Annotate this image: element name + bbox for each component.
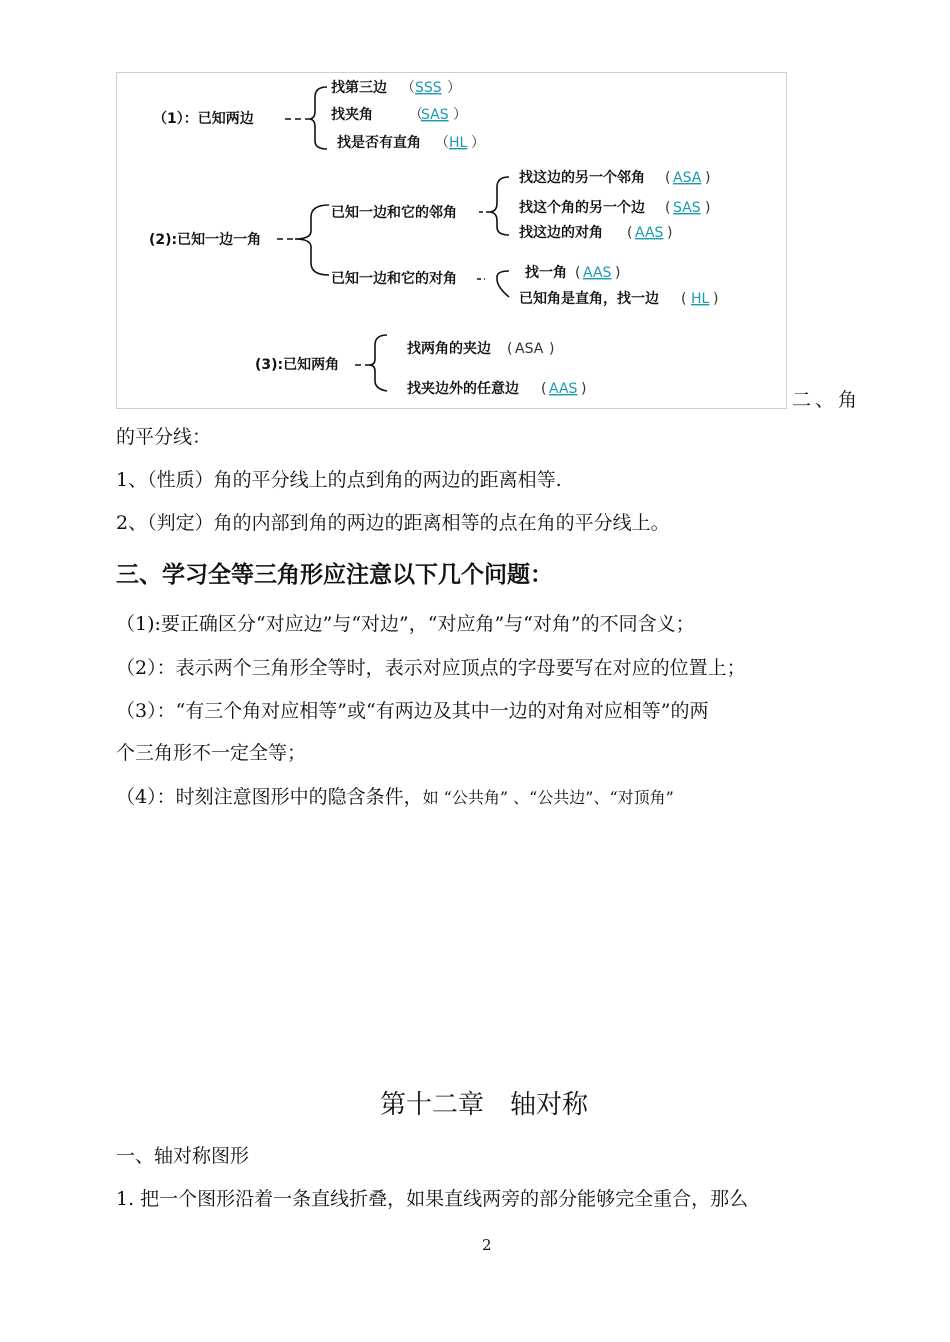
svg-text:（: （: [435, 135, 449, 151]
case2-sub2-brace: [497, 271, 509, 297]
sas-link[interactable]: SAS: [673, 200, 701, 216]
svg-text:找夹边外的任意边: 找夹边外的任意边: [407, 381, 519, 397]
svg-text:（: （: [409, 107, 423, 123]
sss-link[interactable]: SSS: [415, 80, 442, 96]
section2-title-part2: 的平分线：: [116, 426, 212, 448]
case2-label: (2):已知一边一角: [149, 232, 262, 248]
hl-link[interactable]: HL: [691, 291, 710, 307]
case2-sub1-brace: [489, 177, 509, 235]
svg-text:已知角是直角，找一边: 已知角是直角，找一边: [519, 291, 659, 307]
svg-text:找两角的夹边: 找两角的夹边: [407, 341, 491, 357]
case2-sub1-item-aas: [519, 224, 672, 241]
section3-item-1: （1):要正确区分“对应边”与“对边”，“对应角”与“对角”的不同含义；: [116, 613, 695, 635]
svg-text:找夹角: 找夹角: [331, 107, 373, 123]
chapter-title: 第十二章 轴对称: [380, 1090, 589, 1120]
case3-label: (3):已知两角: [255, 357, 340, 373]
svg-text:): ): [713, 291, 719, 307]
section3-heading: 三、学习全等三角形应注意以下几个问题：: [116, 562, 553, 588]
svg-text:(: (: [665, 200, 671, 216]
svg-text:找一角: 找一角: [525, 265, 567, 281]
chapter-item-1: 1. 把一个图形沿着一条直线折叠，如果直线两旁的部分能够完全重合，那么: [116, 1188, 749, 1210]
svg-text:): ): [705, 170, 711, 186]
section3-item-4-main: （4）：时刻注意图形中的隐含条件，: [116, 786, 423, 808]
svg-text:）: ）: [471, 135, 485, 151]
section2-title-part1: 二、角: [792, 389, 862, 411]
section3-item-3-line2: 个三角形不一定全等；: [116, 742, 307, 764]
hl-link[interactable]: HL: [449, 135, 468, 151]
section3-item-4-small: 如 “公共角” 、“公共边”、“对顶角”: [422, 788, 674, 807]
case1-item-hl: [337, 134, 485, 151]
svg-text:(: (: [665, 170, 671, 186]
case2-sub1-label: 已知一边和它的邻角: [331, 205, 457, 221]
svg-text:找第三边: 找第三边: [331, 80, 387, 96]
case2-sub1-item-sas: [519, 199, 710, 216]
case1-item-sss: [331, 79, 461, 96]
section2-item-1: 1、（性质）角的平分线上的点到角的两边的距离相等.: [116, 469, 562, 491]
svg-text:(: (: [575, 265, 581, 281]
case3-brace: [369, 335, 387, 391]
case1-brace: [309, 87, 327, 149]
section3-item-4: [116, 785, 674, 810]
svg-text:）: ）: [447, 80, 461, 96]
svg-text:): ): [615, 265, 621, 281]
section3-item-2: （2）：表示两个三角形全等时，表示对应顶点的字母要写在对应的位置上；: [116, 657, 746, 679]
asa-link[interactable]: ASA: [673, 170, 702, 186]
page-number: 2: [482, 1236, 492, 1254]
case1-label: （1）：已知两边: [153, 111, 254, 127]
case2-brace: [295, 205, 329, 275]
asa-label: ASA: [515, 341, 544, 357]
chapter-section-1: 一、轴对称图形: [116, 1145, 250, 1167]
case3-item-asa: [407, 340, 554, 357]
svg-text:): ): [705, 200, 711, 216]
svg-text:(: (: [541, 381, 547, 397]
svg-text:(: (: [627, 225, 633, 241]
svg-text:（: （: [401, 80, 415, 96]
svg-text:找这边的对角: 找这边的对角: [519, 225, 603, 241]
section2-item-2: 2、（判定）角的内部到角的两边的距离相等的点在角的平分线上。: [116, 512, 670, 534]
svg-text:(: (: [681, 291, 687, 307]
svg-text:找这个角的另一个边: 找这个角的另一个边: [519, 200, 645, 216]
aas-link[interactable]: AAS: [549, 381, 578, 397]
case2-sub1-item-asa: [519, 169, 710, 186]
congruence-criteria-diagram: [116, 72, 787, 409]
case2-sub2-label: 已知一边和它的对角: [331, 271, 457, 287]
svg-text:(: (: [507, 341, 513, 357]
svg-text:): ): [581, 381, 587, 397]
svg-text:找这边的另一个邻角: 找这边的另一个邻角: [519, 170, 645, 186]
case2-sub2-item-aas: [525, 264, 620, 281]
section3-item-3-line1: （3）：“有三个角对应相等”或“有两边及其中一边的对角对应相等”的两: [116, 700, 709, 722]
aas-link[interactable]: AAS: [583, 265, 612, 281]
svg-text:）: ）: [453, 107, 467, 123]
case2-sub2-item-hl: [519, 290, 718, 307]
svg-text:): ): [549, 341, 555, 357]
svg-text:): ): [667, 225, 673, 241]
svg-text:找是否有直角: 找是否有直角: [337, 135, 421, 151]
diagram-svg: [117, 73, 787, 409]
case3-item-aas: [407, 380, 586, 397]
case1-item-sas: [331, 106, 467, 123]
aas-link[interactable]: AAS: [635, 225, 664, 241]
sas-link[interactable]: SAS: [421, 107, 449, 123]
